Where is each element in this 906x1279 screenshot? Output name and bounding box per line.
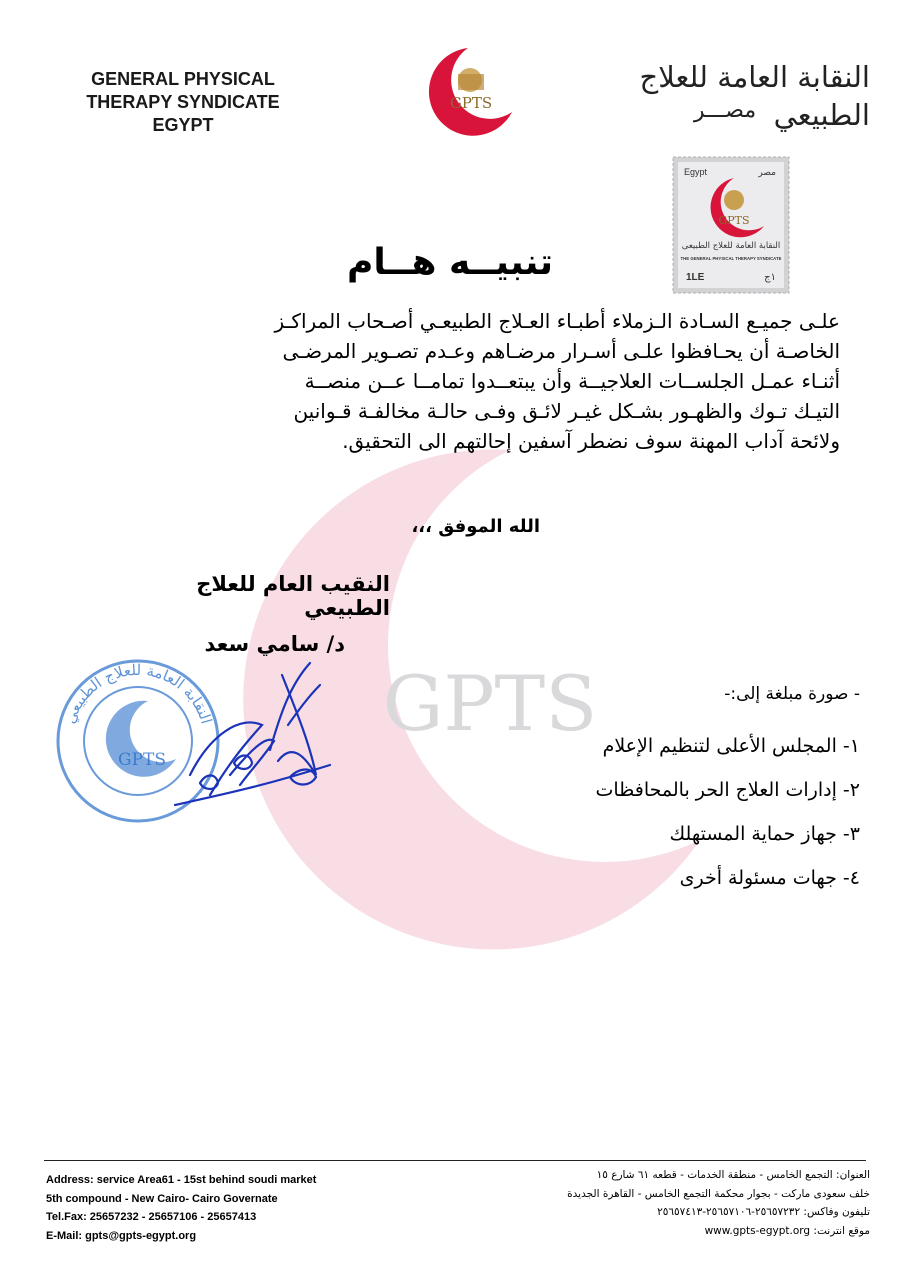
header-english-name [48, 68, 318, 137]
closing-phrase: الله الموفق ،،، [411, 516, 540, 537]
revenue-stamp [672, 156, 790, 294]
stamp-name-en: THE GENERAL PHYSICAL THERAPY SYNDICATE [680, 256, 782, 261]
seal-center-text: GPTS [117, 750, 167, 770]
notice-body [120, 306, 840, 456]
header-en-line-3: EGYPT [152, 115, 214, 135]
body-line-5: ولائحة آداب المهنة سوف نضطر آسفين إحالتهم الى التحقيق. [342, 429, 840, 453]
footer-en-address-2: 5th compound - New Cairo- Cairo Governate [46, 1192, 278, 1205]
distribution-item-2: ٢- إدارات العلاج الحر بالمحافظات [595, 779, 860, 801]
distribution-item-1: ١- المجلس الأعلى لتنظيم الإعلام [602, 735, 860, 757]
header-arabic-country: مصـــر [693, 98, 757, 123]
footer-en-address-1: Address: service Area61 - 15st behind soudi market [46, 1174, 317, 1186]
distribution-item-3: ٣- جهاز حماية المستهلك [669, 823, 860, 845]
signer-name: د/ سامي سعد [204, 632, 345, 656]
footer-ar-phone: تليفون وفاكس: ٢٥٦٥٧٢٣٢-٢٥٦٥٧١٠٦-٢٥٦٥٧٤١٣ [657, 1206, 870, 1218]
footer-divider [44, 1160, 866, 1161]
stamp-value-en: 1LE [686, 272, 705, 283]
handwritten-signature [170, 655, 350, 815]
footer-en-email: E-Mail: gpts@gpts-egypt.org [46, 1229, 197, 1242]
stamp-country-en: Egypt [684, 167, 708, 177]
body-line-2: الخاصـة أن يحـافظوا علـى أسـرار مرضـاهم وعـدم تصـوير المرضـى [282, 339, 840, 363]
seal-ring-text: النقابة العامة للعلاج الطبيعي [60, 660, 216, 726]
header-arabic-name: النقابة العامة للعلاج الطبيعي [639, 60, 870, 132]
stamp-value-ar: ١ج [764, 272, 776, 283]
document-title: تنبيــه هــام [346, 242, 554, 283]
footer-en-phone: Tel.Fax: 25657232 - 25657106 - 25657413 [46, 1211, 257, 1223]
distribution-list [440, 732, 860, 908]
distribution-item-4: ٤- جهات مسئولة أخرى [679, 867, 860, 889]
body-line-1: علـى جميـع السـادة الـزملاء أطبـاء العـلاج الطبيعـي أصـحاب المراكـز [274, 309, 840, 333]
gpts-logo [412, 44, 516, 136]
footer-ar-address-1: العنوان: التجمع الخامس - منطقة الخدمات - قطعه ٦١ شارع ١٥ [596, 1169, 870, 1181]
header-en-line-2: THERAPY SYNDICATE [86, 92, 280, 112]
distribution-header: - صورة مبلغة إلى:- [724, 684, 860, 704]
watermark-text: GPTS [382, 659, 598, 748]
footer-arabic-contact [470, 1166, 870, 1240]
header-en-line-1: GENERAL PHYSICAL [91, 69, 275, 89]
footer-english-contact [46, 1171, 406, 1245]
stamp-name-ar: النقابة العامة للعلاج الطبيعى [681, 241, 781, 251]
stamp-logo-text: GPTS [718, 214, 750, 227]
footer-ar-address-2: خلف سعودى ماركت - بجوار محكمة التجمع الخامس - القاهرة الجديدة [567, 1187, 870, 1200]
footer-ar-website: موقع انترنت: www.gpts-egypt.org [704, 1224, 870, 1237]
logo-text: GPTS [449, 94, 493, 112]
signer-title: النقيب العام للعلاج الطبيعي [196, 572, 390, 620]
body-line-4: التيـك تـوك والظهـور بشـكل غيـر لائـق وفـى حالـة مخالفـة قـوانين [293, 399, 840, 423]
body-line-3: أثنـاء عمـل الجلســات العلاجيــة وأن يبتعــدوا تمامــا عــن منصــة [304, 369, 840, 393]
stamp-country-ar: مصر [758, 168, 776, 178]
